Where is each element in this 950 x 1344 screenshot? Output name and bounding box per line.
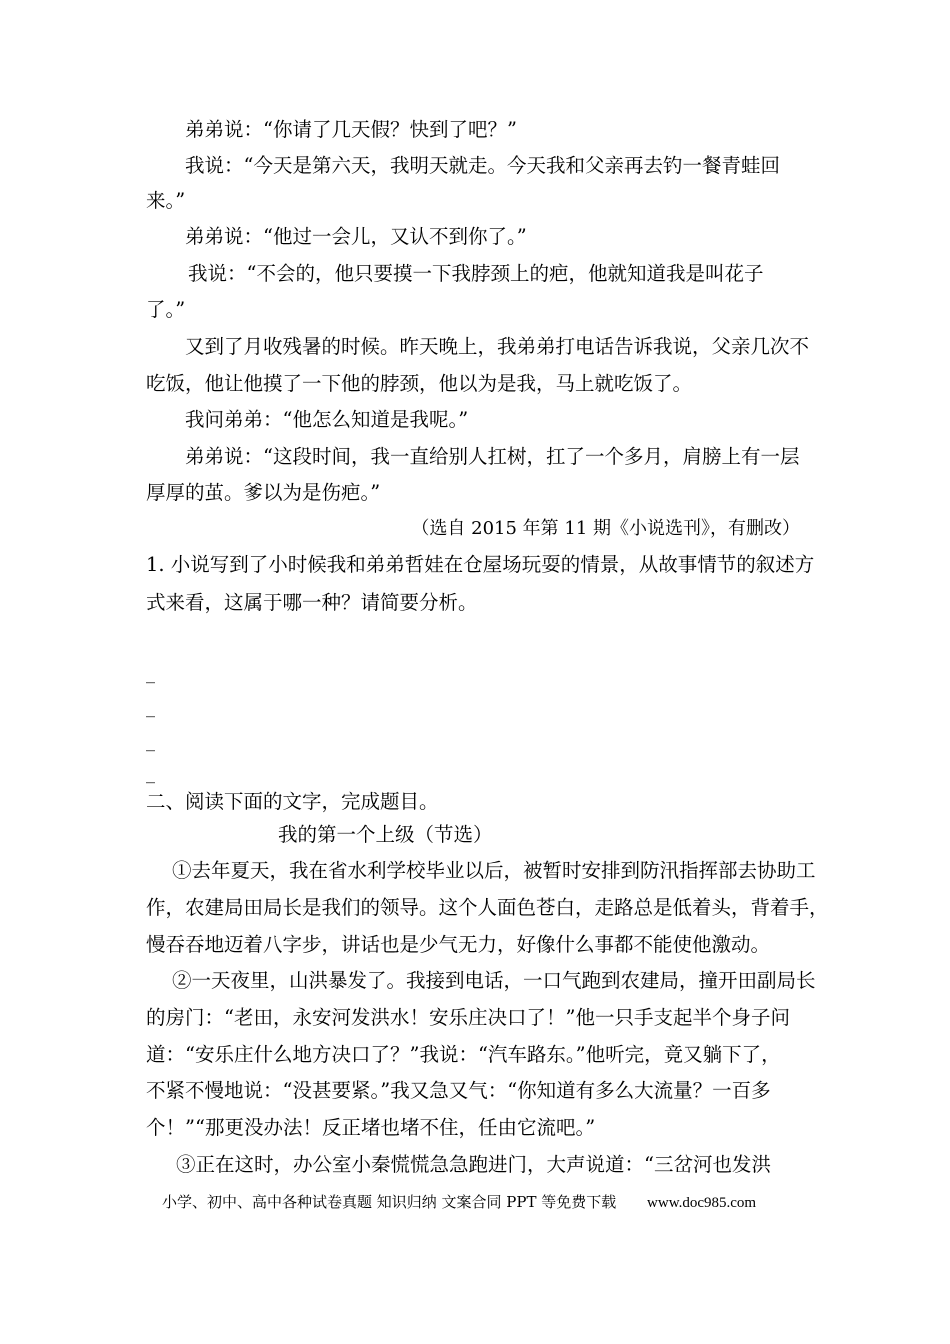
text-line: 厚厚的茧。爹以为是伤疤。” bbox=[146, 481, 381, 504]
text-line: 慢吞吞地迈着八字步，讲话也是少气无力，好像什么事都不能使他激动。 bbox=[146, 933, 771, 956]
text-line: 吃饭，他让他摸了一下他的脖颈，他以为是我，马上就吃饭了。 bbox=[146, 372, 693, 395]
text-line: 弟弟说：“这段时间，我一直给别人扛树，扛了一个多月，肩膀上有一层 bbox=[185, 445, 800, 468]
answer-blank-2: _ bbox=[146, 697, 155, 718]
text-line: ③正在这时，办公室小秦慌慌急急跑进门，大声说道：“三岔河也发洪 bbox=[176, 1153, 771, 1176]
text-line: 来。” bbox=[146, 189, 186, 212]
text-line: 作，农建局田局长是我们的领导。这个人面色苍白，走路总是低着头，背着手， bbox=[146, 896, 829, 919]
text-line: ①去年夏天，我在省水利学校毕业以后，被暂时安排到防汛指挥部去协助工 bbox=[172, 859, 816, 882]
text-line: 道：“安乐庄什么地方决口了？”我说：“汽车路东。”他听完，竟又躺下了， bbox=[146, 1043, 781, 1066]
text-line: 我说：“不会的，他只要摸一下我脖颈上的疤，他就知道我是叫花子 bbox=[188, 262, 764, 285]
text-line: 我问弟弟：“他怎么知道是我呢。” bbox=[185, 408, 469, 431]
page-footer bbox=[162, 1191, 756, 1212]
text-line: 式来看，这属于哪一种？请简要分析。 bbox=[146, 591, 478, 614]
text-line: 弟弟说：“你请了几天假？快到了吧？” bbox=[185, 118, 517, 141]
text-line: 弟弟说：“他过一会儿，又认不到你了。” bbox=[185, 225, 527, 248]
text-line: 又到了月收残暑的时候。昨天晚上，我弟弟打电话告诉我说，父亲几次不 bbox=[185, 335, 810, 358]
text-line: 不紧不慢地说：“没甚要紧。”我又急又气：“你知道有多么大流量？一百多 bbox=[146, 1079, 771, 1102]
text-line: 了。” bbox=[146, 298, 186, 321]
text-line: 我的第一个上级（节选） bbox=[278, 823, 493, 846]
text-line: 个！”“那更没办法！反正堵也堵不住，任由它流吧。” bbox=[146, 1116, 596, 1139]
text-line: 二、阅读下面的文字，完成题目。 bbox=[146, 790, 439, 813]
answer-blank-1: _ bbox=[146, 663, 155, 684]
footer-url[interactable]: www.doc985.com bbox=[647, 1195, 757, 1211]
footer-text: 小学、初中、高中各种试卷真题 知识归纳 文案合同 PPT 等免费下载 bbox=[162, 1193, 617, 1211]
source-note: （选自 2015 年第 11 期《小说选刊》，有删改） bbox=[411, 518, 800, 539]
answer-blank-4: _ bbox=[146, 763, 155, 784]
text-line: 我说：“今天是第六天，我明天就走。今天我和父亲再去钓一餐青蛙回 bbox=[185, 154, 780, 177]
text-line: 1. 小说写到了小时候我和弟弟哲娃在仓屋场玩耍的情景，从故事情节的叙述方 bbox=[146, 553, 815, 576]
text-line: 的房门：“老田，永安河发洪水！安乐庄决口了！”他一只手支起半个身子问 bbox=[146, 1006, 790, 1029]
answer-blank-3: _ bbox=[146, 731, 155, 752]
text-line: ②一天夜里，山洪暴发了。我接到电话，一口气跑到农建局，撞开田副局长 bbox=[172, 969, 816, 992]
